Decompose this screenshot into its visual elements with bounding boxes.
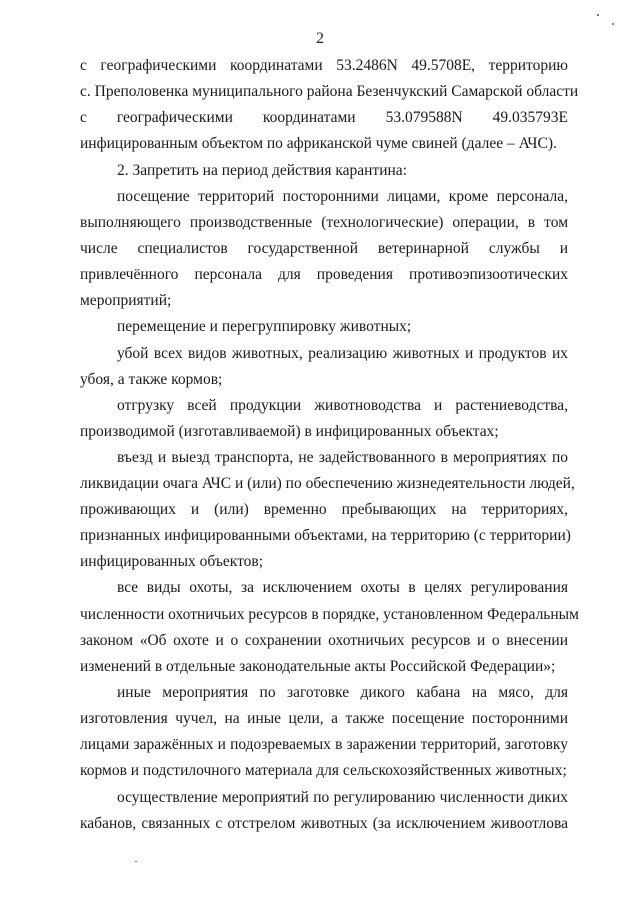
page-number: 2: [316, 30, 324, 47]
text-line: убой всех видов животных, реализацию животных и продуктов их: [117, 345, 568, 362]
text-line: инфицированных объектов;: [80, 553, 264, 570]
scan-speck: [612, 23, 614, 25]
text-line: посещение территорий посторонними лицами, кроме персонала,: [117, 188, 568, 205]
text-line: иные мероприятия по заготовке дикого кабана на мясо, для: [117, 684, 568, 701]
text-line: привлечённого персонала для проведения противоэпизоотических: [80, 266, 568, 283]
text-line: кормов и подстилочного материала для сельскохозяйственных животных;: [80, 762, 567, 779]
text-line: численности охотничьих ресурсов в порядке, установленном Федеральным: [80, 606, 579, 623]
text-line: ликвидации очага АЧС и (или) по обеспечению жизнедеятельности людей,: [80, 475, 575, 492]
text-line: убоя, а также кормов;: [80, 371, 223, 388]
text-line: кабанов, связанных с отстрелом животных (за исключением живоотлова: [80, 815, 568, 832]
text-line: с. Преполовенка муниципального района Безенчукский Самарской области: [80, 83, 579, 100]
text-line: инфицированным объектом по африканской чуме свиней (далее – АЧС).: [80, 135, 557, 152]
text-line: законом «Об охоте и о сохранении охотничьих ресурсов и о внесении: [80, 632, 568, 649]
text-line: все виды охоты, за исключением охоты в целях регулирования: [117, 579, 568, 596]
text-line: с географическими координатами 53.079588N 49.035793E: [80, 109, 568, 126]
text-line: отгрузку всей продукции животноводства и растениеводства,: [117, 397, 568, 414]
text-line: проживающих и (или) временно пребывающих на территориях,: [80, 501, 568, 518]
text-line: выполняющего производственные (технологические) операции, в том: [80, 214, 568, 231]
scan-speck: [597, 14, 599, 16]
text-line: изменений в отдельные законодательные акты Российской Федерации»;: [80, 658, 556, 675]
text-line: числе специалистов государственной ветеринарной службы и: [80, 240, 568, 257]
text-line: производимой (изготавливаемой) в инфицированных объектах;: [80, 423, 499, 440]
text-line: с географическими координатами 53.2486N 49.5708E, территорию: [80, 57, 568, 74]
text-line: въезд и выезд транспорта, не задействованного в мероприятиях по: [117, 449, 568, 466]
text-line: мероприятий;: [80, 292, 172, 309]
text-line: изготовления чучел, на иные цели, а также посещение посторонними: [80, 710, 568, 727]
paragraph-heading: 2. Запретить на период действия карантина:: [117, 162, 407, 179]
text-line: признанных инфицированными объектами, на территорию (с территории): [80, 527, 571, 544]
text-line: осуществление мероприятий по регулированию численности диких: [117, 789, 568, 806]
text-line: перемещение и перегруппировку животных;: [117, 318, 412, 335]
text-line: лицами заражённых и подозреваемых в заражении территорий, заготовку: [80, 736, 568, 753]
scan-speck: [135, 861, 137, 862]
